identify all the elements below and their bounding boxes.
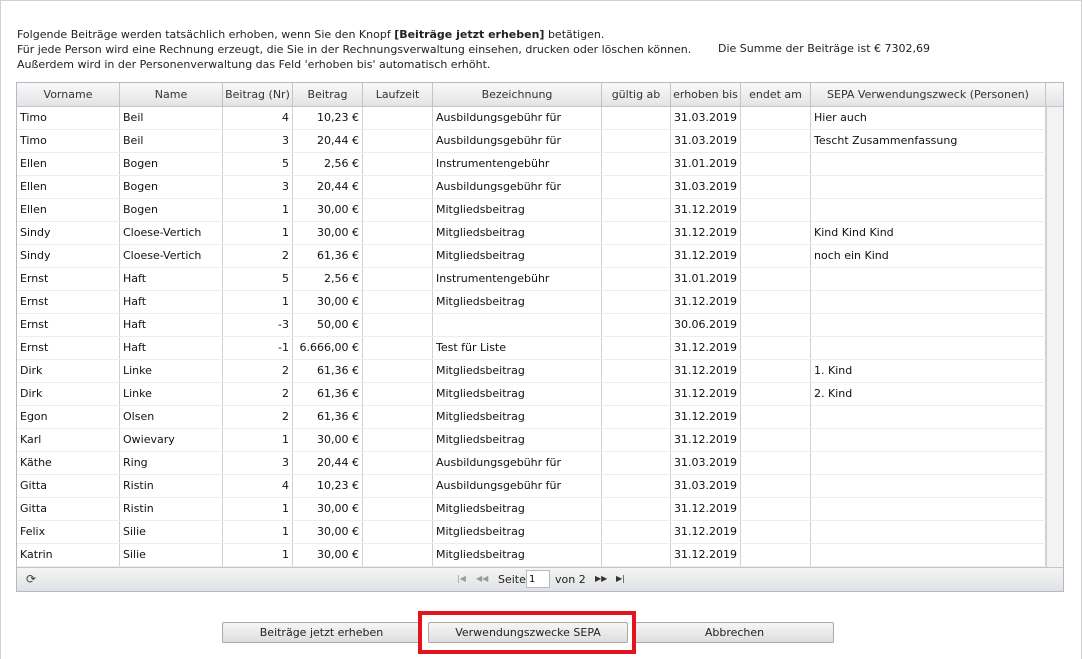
cell-sepa-verwendungszweck: Hier auch: [811, 107, 1046, 129]
cell-endet-am: [741, 176, 811, 198]
cell-endet-am: [741, 406, 811, 428]
cell-laufzeit: [363, 107, 433, 129]
cell-vorname: Ellen: [17, 199, 120, 221]
cell-bezeichnung: Ausbildungsgebühr für: [433, 475, 602, 497]
cell-bezeichnung: Mitgliedsbeitrag: [433, 199, 602, 221]
cell-erhoben-bis: 31.12.2019: [671, 245, 741, 267]
cell-sepa-verwendungszweck: Tescht Zusammenfassung: [811, 130, 1046, 152]
cell-gueltig-ab: [602, 107, 671, 129]
cell-laufzeit: [363, 360, 433, 382]
cell-beitrag-nr: 5: [223, 153, 293, 175]
table-row[interactable]: [17, 291, 1046, 314]
cell-name: Silie: [120, 521, 223, 543]
cell-sepa-verwendungszweck: [811, 429, 1046, 451]
cell-laufzeit: [363, 291, 433, 313]
cell-sepa-verwendungszweck: [811, 268, 1046, 290]
prev-page-icon[interactable]: ◀◀: [476, 574, 489, 583]
cancel-button[interactable]: Abbrechen: [635, 622, 834, 643]
page-count-label: von 2: [555, 573, 586, 586]
cell-bezeichnung: Mitgliedsbeitrag: [433, 222, 602, 244]
column-header-bezeichnung[interactable]: Bezeichnung: [433, 83, 602, 106]
cell-endet-am: [741, 544, 811, 566]
cell-bezeichnung: Mitgliedsbeitrag: [433, 291, 602, 313]
table-row[interactable]: [17, 337, 1046, 360]
cell-endet-am: [741, 383, 811, 405]
cell-sepa-verwendungszweck: [811, 153, 1046, 175]
cell-gueltig-ab: [602, 521, 671, 543]
cell-beitrag: 2,56 €: [293, 153, 363, 175]
cell-laufzeit: [363, 314, 433, 336]
cell-beitrag-nr: 1: [223, 521, 293, 543]
cell-beitrag-nr: 1: [223, 498, 293, 520]
refresh-icon[interactable]: ⟳: [25, 572, 37, 586]
cell-vorname: Timo: [17, 130, 120, 152]
cell-vorname: Felix: [17, 521, 120, 543]
column-header-endet-am[interactable]: endet am: [741, 83, 811, 106]
cell-beitrag: 30,00 €: [293, 429, 363, 451]
cell-laufzeit: [363, 544, 433, 566]
cell-erhoben-bis: 31.12.2019: [671, 199, 741, 221]
cell-erhoben-bis: 31.03.2019: [671, 176, 741, 198]
cell-bezeichnung: Ausbildungsgebühr für: [433, 452, 602, 474]
sepa-purposes-button[interactable]: Verwendungszwecke SEPA: [428, 622, 628, 643]
cell-sepa-verwendungszweck: [811, 452, 1046, 474]
cell-erhoben-bis: 30.06.2019: [671, 314, 741, 336]
window-border-left: [0, 0, 1, 659]
table-row[interactable]: [17, 130, 1046, 153]
cell-laufzeit: [363, 337, 433, 359]
cell-beitrag-nr: 2: [223, 406, 293, 428]
cell-erhoben-bis: 31.03.2019: [671, 107, 741, 129]
cell-beitrag-nr: 1: [223, 544, 293, 566]
cell-laufzeit: [363, 521, 433, 543]
cell-vorname: Ernst: [17, 337, 120, 359]
intro-text: [17, 27, 691, 72]
cell-sepa-verwendungszweck: Kind Kind Kind: [811, 222, 1046, 244]
cell-name: Bogen: [120, 199, 223, 221]
cell-name: Silie: [120, 544, 223, 566]
cell-beitrag-nr: 4: [223, 475, 293, 497]
cell-sepa-verwendungszweck: [811, 176, 1046, 198]
cell-gueltig-ab: [602, 291, 671, 313]
cell-laufzeit: [363, 153, 433, 175]
cell-gueltig-ab: [602, 153, 671, 175]
cell-erhoben-bis: 31.03.2019: [671, 452, 741, 474]
cell-gueltig-ab: [602, 245, 671, 267]
cell-bezeichnung: Mitgliedsbeitrag: [433, 406, 602, 428]
cell-name: Haft: [120, 268, 223, 290]
cell-beitrag-nr: -3: [223, 314, 293, 336]
grid-header: [17, 83, 1063, 107]
cell-erhoben-bis: 31.12.2019: [671, 498, 741, 520]
cell-erhoben-bis: 31.12.2019: [671, 222, 741, 244]
cell-beitrag: 30,00 €: [293, 498, 363, 520]
cell-vorname: Ernst: [17, 291, 120, 313]
intro-line-3: Außerdem wird in der Personenverwaltung das Feld 'erhoben bis' automatisch erhöht.: [17, 58, 491, 71]
cell-sepa-verwendungszweck: 1. Kind: [811, 360, 1046, 382]
cell-endet-am: [741, 360, 811, 382]
cell-name: Olsen: [120, 406, 223, 428]
table-row[interactable]: [17, 199, 1046, 222]
cell-name: Ristin: [120, 498, 223, 520]
last-page-icon[interactable]: ▶|: [616, 574, 625, 583]
cell-name: Haft: [120, 291, 223, 313]
cell-laufzeit: [363, 452, 433, 474]
sum-label: Die Summe der Beiträge ist € 7302,69: [718, 42, 930, 55]
cell-sepa-verwendungszweck: [811, 337, 1046, 359]
cell-beitrag: 61,36 €: [293, 406, 363, 428]
table-row[interactable]: [17, 360, 1046, 383]
cell-endet-am: [741, 153, 811, 175]
cell-vorname: Käthe: [17, 452, 120, 474]
cell-beitrag-nr: 2: [223, 383, 293, 405]
cell-laufzeit: [363, 199, 433, 221]
cell-erhoben-bis: 31.03.2019: [671, 130, 741, 152]
cell-gueltig-ab: [602, 383, 671, 405]
cell-endet-am: [741, 222, 811, 244]
cell-erhoben-bis: 31.12.2019: [671, 291, 741, 313]
cell-vorname: Egon: [17, 406, 120, 428]
cell-sepa-verwendungszweck: [811, 314, 1046, 336]
cell-bezeichnung: Ausbildungsgebühr für: [433, 107, 602, 129]
cell-beitrag: 6.666,00 €: [293, 337, 363, 359]
column-header-beitrag[interactable]: Beitrag: [293, 83, 363, 106]
cell-vorname: Ellen: [17, 176, 120, 198]
cell-name: Cloese-Vertich: [120, 222, 223, 244]
cell-gueltig-ab: [602, 176, 671, 198]
cell-beitrag: 50,00 €: [293, 314, 363, 336]
cell-name: Beil: [120, 130, 223, 152]
cell-gueltig-ab: [602, 199, 671, 221]
cell-vorname: Ernst: [17, 268, 120, 290]
cell-beitrag-nr: 5: [223, 268, 293, 290]
table-row[interactable]: [17, 452, 1046, 475]
cell-beitrag-nr: 2: [223, 245, 293, 267]
cell-name: Cloese-Vertich: [120, 245, 223, 267]
cell-bezeichnung: Mitgliedsbeitrag: [433, 429, 602, 451]
cell-laufzeit: [363, 245, 433, 267]
table-row[interactable]: [17, 176, 1046, 199]
intro-line-1: [17, 27, 691, 42]
cell-name: Linke: [120, 360, 223, 382]
cell-beitrag: 61,36 €: [293, 360, 363, 382]
cell-beitrag-nr: 2: [223, 360, 293, 382]
cell-beitrag: 20,44 €: [293, 176, 363, 198]
cell-name: Ring: [120, 452, 223, 474]
cell-sepa-verwendungszweck: [811, 406, 1046, 428]
intro-line-1-text: Folgende Beiträge werden tatsächlich erhoben, wenn Sie den Knopf: [17, 28, 395, 41]
column-header-beitrag-nr[interactable]: Beitrag (Nr): [223, 83, 293, 106]
cell-beitrag: 30,00 €: [293, 291, 363, 313]
cell-name: Haft: [120, 337, 223, 359]
cell-name: Bogen: [120, 153, 223, 175]
page-label: Seite: [498, 573, 526, 586]
cell-beitrag-nr: 1: [223, 222, 293, 244]
window-border-top: [0, 0, 1082, 1]
cell-beitrag: 30,00 €: [293, 222, 363, 244]
cell-beitrag-nr: 3: [223, 176, 293, 198]
cell-beitrag: 10,23 €: [293, 107, 363, 129]
table-row[interactable]: [17, 153, 1046, 176]
cell-bezeichnung: Ausbildungsgebühr für: [433, 130, 602, 152]
table-row[interactable]: [17, 521, 1046, 544]
cell-gueltig-ab: [602, 222, 671, 244]
cell-vorname: Ellen: [17, 153, 120, 175]
cell-name: Haft: [120, 314, 223, 336]
page-input[interactable]: [526, 570, 550, 588]
cell-bezeichnung: Ausbildungsgebühr für: [433, 176, 602, 198]
cell-sepa-verwendungszweck: [811, 199, 1046, 221]
cell-erhoben-bis: 31.12.2019: [671, 360, 741, 382]
cell-gueltig-ab: [602, 475, 671, 497]
intro-line-1-end: betätigen.: [544, 28, 605, 41]
table-row[interactable]: [17, 475, 1046, 498]
table-row[interactable]: [17, 544, 1046, 567]
table-row[interactable]: [17, 222, 1046, 245]
cell-beitrag: 30,00 €: [293, 544, 363, 566]
cell-laufzeit: [363, 475, 433, 497]
table-row[interactable]: [17, 498, 1046, 521]
cell-gueltig-ab: [602, 130, 671, 152]
cell-beitrag-nr: 1: [223, 291, 293, 313]
cell-vorname: Dirk: [17, 360, 120, 382]
cell-vorname: Katrin: [17, 544, 120, 566]
cell-beitrag: 20,44 €: [293, 452, 363, 474]
cell-bezeichnung: Mitgliedsbeitrag: [433, 245, 602, 267]
cell-vorname: Gitta: [17, 498, 120, 520]
cell-beitrag-nr: 3: [223, 130, 293, 152]
cell-sepa-verwendungszweck: [811, 475, 1046, 497]
cell-vorname: Ernst: [17, 314, 120, 336]
cell-name: Owievary: [120, 429, 223, 451]
cell-vorname: Sindy: [17, 245, 120, 267]
cell-bezeichnung: Mitgliedsbeitrag: [433, 521, 602, 543]
cell-erhoben-bis: 31.12.2019: [671, 429, 741, 451]
cell-sepa-verwendungszweck: [811, 544, 1046, 566]
cell-endet-am: [741, 521, 811, 543]
cell-vorname: Sindy: [17, 222, 120, 244]
cell-endet-am: [741, 429, 811, 451]
grid-body: [17, 107, 1063, 567]
cell-gueltig-ab: [602, 360, 671, 382]
cell-beitrag: 20,44 €: [293, 130, 363, 152]
cell-endet-am: [741, 291, 811, 313]
cell-endet-am: [741, 314, 811, 336]
cell-gueltig-ab: [602, 314, 671, 336]
cell-endet-am: [741, 337, 811, 359]
cell-vorname: Gitta: [17, 475, 120, 497]
cell-endet-am: [741, 199, 811, 221]
cell-name: Ristin: [120, 475, 223, 497]
cell-laufzeit: [363, 383, 433, 405]
cell-endet-am: [741, 268, 811, 290]
cell-name: Linke: [120, 383, 223, 405]
cell-laufzeit: [363, 498, 433, 520]
cell-beitrag-nr: 3: [223, 452, 293, 474]
cell-endet-am: [741, 107, 811, 129]
cell-gueltig-ab: [602, 337, 671, 359]
cell-erhoben-bis: 31.01.2019: [671, 153, 741, 175]
cell-laufzeit: [363, 222, 433, 244]
cell-beitrag-nr: 1: [223, 429, 293, 451]
cell-gueltig-ab: [602, 429, 671, 451]
cell-gueltig-ab: [602, 268, 671, 290]
table-row[interactable]: [17, 245, 1046, 268]
cell-gueltig-ab: [602, 498, 671, 520]
cell-sepa-verwendungszweck: [811, 498, 1046, 520]
cell-sepa-verwendungszweck: noch ein Kind: [811, 245, 1046, 267]
column-header-name[interactable]: Name: [120, 83, 223, 106]
collect-fees-button[interactable]: Beiträge jetzt erheben: [222, 622, 421, 643]
column-header-laufzeit[interactable]: Laufzeit: [363, 83, 433, 106]
intro-line-2: Für jede Person wird eine Rechnung erzeugt, die Sie in der Rechnungsverwaltung einsehen, drucken oder löschen können.: [17, 43, 692, 56]
cell-beitrag: 30,00 €: [293, 199, 363, 221]
cell-beitrag-nr: 1: [223, 199, 293, 221]
cell-name: Beil: [120, 107, 223, 129]
cell-bezeichnung: Instrumentengebühr: [433, 153, 602, 175]
cell-erhoben-bis: 31.12.2019: [671, 406, 741, 428]
cell-beitrag: 30,00 €: [293, 521, 363, 543]
cell-erhoben-bis: 31.12.2019: [671, 521, 741, 543]
cell-laufzeit: [363, 406, 433, 428]
cell-beitrag-nr: 4: [223, 107, 293, 129]
cell-vorname: Karl: [17, 429, 120, 451]
column-header-erhoben-bis[interactable]: erhoben bis: [671, 83, 741, 106]
cell-vorname: Dirk: [17, 383, 120, 405]
cell-gueltig-ab: [602, 544, 671, 566]
cell-bezeichnung: [433, 314, 602, 336]
cell-sepa-verwendungszweck: [811, 291, 1046, 313]
cell-endet-am: [741, 475, 811, 497]
cell-erhoben-bis: 31.01.2019: [671, 268, 741, 290]
cell-erhoben-bis: 31.03.2019: [671, 475, 741, 497]
cell-sepa-verwendungszweck: 2. Kind: [811, 383, 1046, 405]
cell-bezeichnung: Mitgliedsbeitrag: [433, 544, 602, 566]
pager-toolbar: [17, 567, 1063, 591]
cell-erhoben-bis: 31.12.2019: [671, 544, 741, 566]
cell-bezeichnung: Instrumentengebühr: [433, 268, 602, 290]
intro-line-1-bold: [Beiträge jetzt erheben]: [394, 28, 545, 41]
highlight-box: [418, 611, 636, 654]
column-header-sepa-verwendungszweck[interactable]: SEPA Verwendungszweck (Personen): [811, 83, 1046, 106]
cell-beitrag: 2,56 €: [293, 268, 363, 290]
first-page-icon[interactable]: |◀: [457, 574, 466, 583]
cell-endet-am: [741, 245, 811, 267]
table-row[interactable]: [17, 314, 1046, 337]
cell-beitrag: 61,36 €: [293, 245, 363, 267]
cell-beitrag: 10,23 €: [293, 475, 363, 497]
vertical-scrollbar[interactable]: [1046, 107, 1063, 567]
cell-endet-am: [741, 130, 811, 152]
cell-beitrag-nr: -1: [223, 337, 293, 359]
cell-sepa-verwendungszweck: [811, 521, 1046, 543]
cell-bezeichnung: Mitgliedsbeitrag: [433, 383, 602, 405]
cell-bezeichnung: Mitgliedsbeitrag: [433, 498, 602, 520]
fees-grid: [16, 82, 1064, 592]
cell-gueltig-ab: [602, 452, 671, 474]
cell-laufzeit: [363, 130, 433, 152]
cell-beitrag: 61,36 €: [293, 383, 363, 405]
cell-endet-am: [741, 498, 811, 520]
cell-laufzeit: [363, 429, 433, 451]
cell-name: Bogen: [120, 176, 223, 198]
table-row[interactable]: [17, 268, 1046, 291]
table-row[interactable]: [17, 383, 1046, 406]
cell-laufzeit: [363, 268, 433, 290]
cell-gueltig-ab: [602, 406, 671, 428]
cell-vorname: Timo: [17, 107, 120, 129]
cell-bezeichnung: Mitgliedsbeitrag: [433, 360, 602, 382]
column-header-gueltig-ab[interactable]: gültig ab: [602, 83, 671, 106]
cell-bezeichnung: Test für Liste: [433, 337, 602, 359]
table-row[interactable]: [17, 107, 1046, 130]
table-row[interactable]: [17, 406, 1046, 429]
cell-erhoben-bis: 31.12.2019: [671, 337, 741, 359]
next-page-icon[interactable]: ▶▶: [595, 574, 608, 583]
cell-endet-am: [741, 452, 811, 474]
cell-laufzeit: [363, 176, 433, 198]
column-header-vorname[interactable]: Vorname: [17, 83, 120, 106]
table-row[interactable]: [17, 429, 1046, 452]
cell-erhoben-bis: 31.12.2019: [671, 383, 741, 405]
